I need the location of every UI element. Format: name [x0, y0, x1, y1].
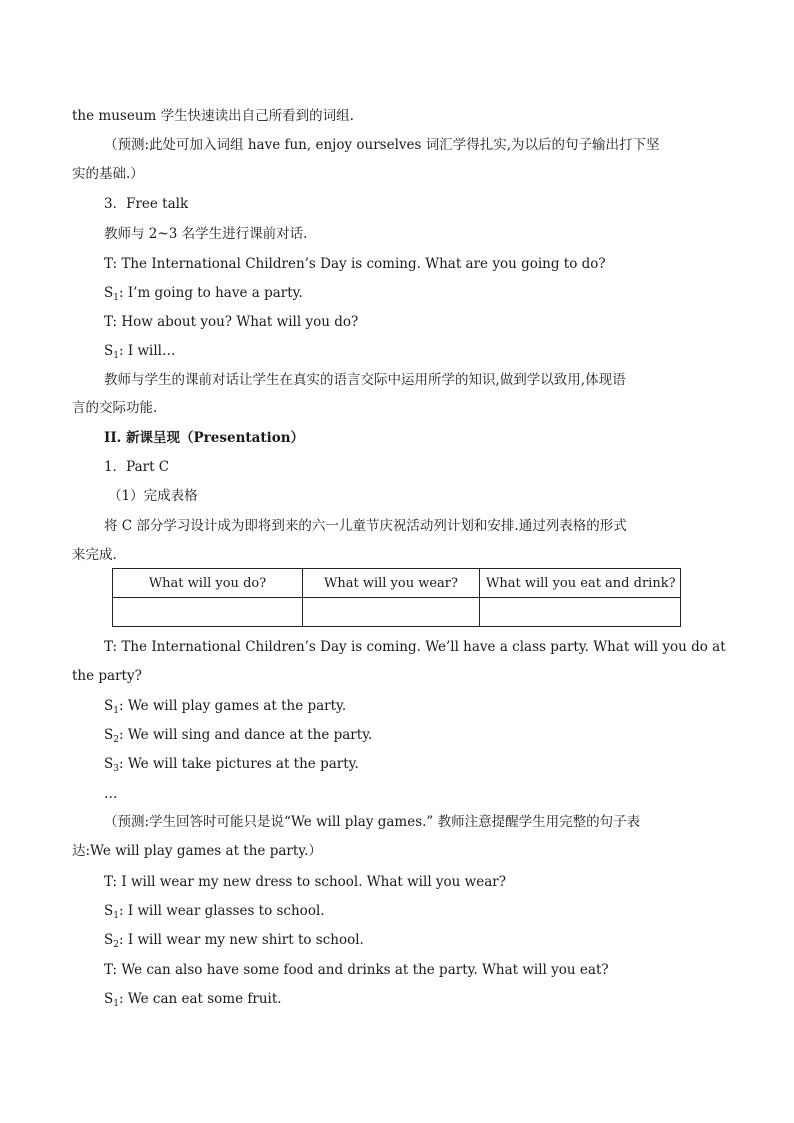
- ellipsis-line: …: [104, 786, 118, 802]
- section-heading: II. 新课呈现（Presentation）: [104, 430, 305, 446]
- dialogue-line: T: We can also have some food and drinks at the party. What will you eat?: [104, 962, 609, 978]
- table-header-cell: What will you wear?: [303, 569, 480, 598]
- text-line: 教师与学生的课前对话让学生在真实的语言交际中运用所学的知识,做到学以致用,体现语: [104, 372, 626, 388]
- dialogue-line: $S_1$: We will play games at the party.: [104, 698, 347, 716]
- text-line: 言的交际功能.: [72, 400, 158, 416]
- section-heading: 3．Free talk: [104, 196, 189, 212]
- dialogue-line: the party?: [72, 668, 142, 684]
- plan-table: [112, 568, 681, 627]
- text-line: 教师与 2~3 名学生进行课前对话.: [104, 226, 308, 242]
- text-line: （预测:此处可加入词组 have fun, enjoy ourselves 词汇学得扎实,为以后的句子输出打下坚: [104, 137, 660, 153]
- text-line: 达:We will play games at the party.）: [72, 843, 322, 859]
- dialogue-line: $S_3$: We will take pictures at the party.: [104, 756, 359, 774]
- table-cell: [480, 598, 681, 627]
- dialogue-line: T: I will wear my new dress to school. What will you wear?: [104, 874, 506, 890]
- text-line: 来完成.: [72, 547, 117, 563]
- dialogue-line: $S_1$: I will wear glasses to school.: [104, 903, 325, 921]
- table-cell: [113, 598, 303, 627]
- section-heading: 1．Part C: [104, 459, 170, 475]
- dialogue-line: $S_1$: I will…: [104, 343, 176, 361]
- table-header-row: [113, 569, 681, 598]
- table-row: [113, 598, 681, 627]
- dialogue-line: $S_1$: I’m going to have a party.: [104, 285, 303, 303]
- dialogue-line: T: The International Children’s Day is coming. We’ll have a class party. What will you do at: [104, 639, 726, 655]
- text-line: 实的基础.）: [72, 166, 144, 182]
- table-header-cell: What will you do?: [113, 569, 303, 598]
- table-header-cell: What will you eat and drink?: [480, 569, 681, 598]
- dialogue-line: $S_2$: I will wear my new shirt to school.: [104, 932, 364, 950]
- dialogue-line: T: How about you? What will you do?: [104, 314, 359, 330]
- dialogue-line: T: The International Children’s Day is coming. What are you going to do?: [104, 256, 606, 272]
- dialogue-line: $S_1$: We can eat some fruit.: [104, 991, 282, 1009]
- text-line: the museum 学生快速读出自己所看到的词组.: [72, 108, 354, 124]
- text-line: （预测:学生回答时可能只是说“We will play games.” 教师注意提醒学生用完整的句子表: [104, 814, 641, 830]
- text-line: 将 C 部分学习设计成为即将到来的六一儿童节庆祝活动列计划和安排.通过列表格的形式: [104, 518, 627, 534]
- subsection-heading: （1）完成表格: [108, 488, 198, 504]
- table-cell: [303, 598, 480, 627]
- dialogue-line: $S_2$: We will sing and dance at the party.: [104, 727, 373, 745]
